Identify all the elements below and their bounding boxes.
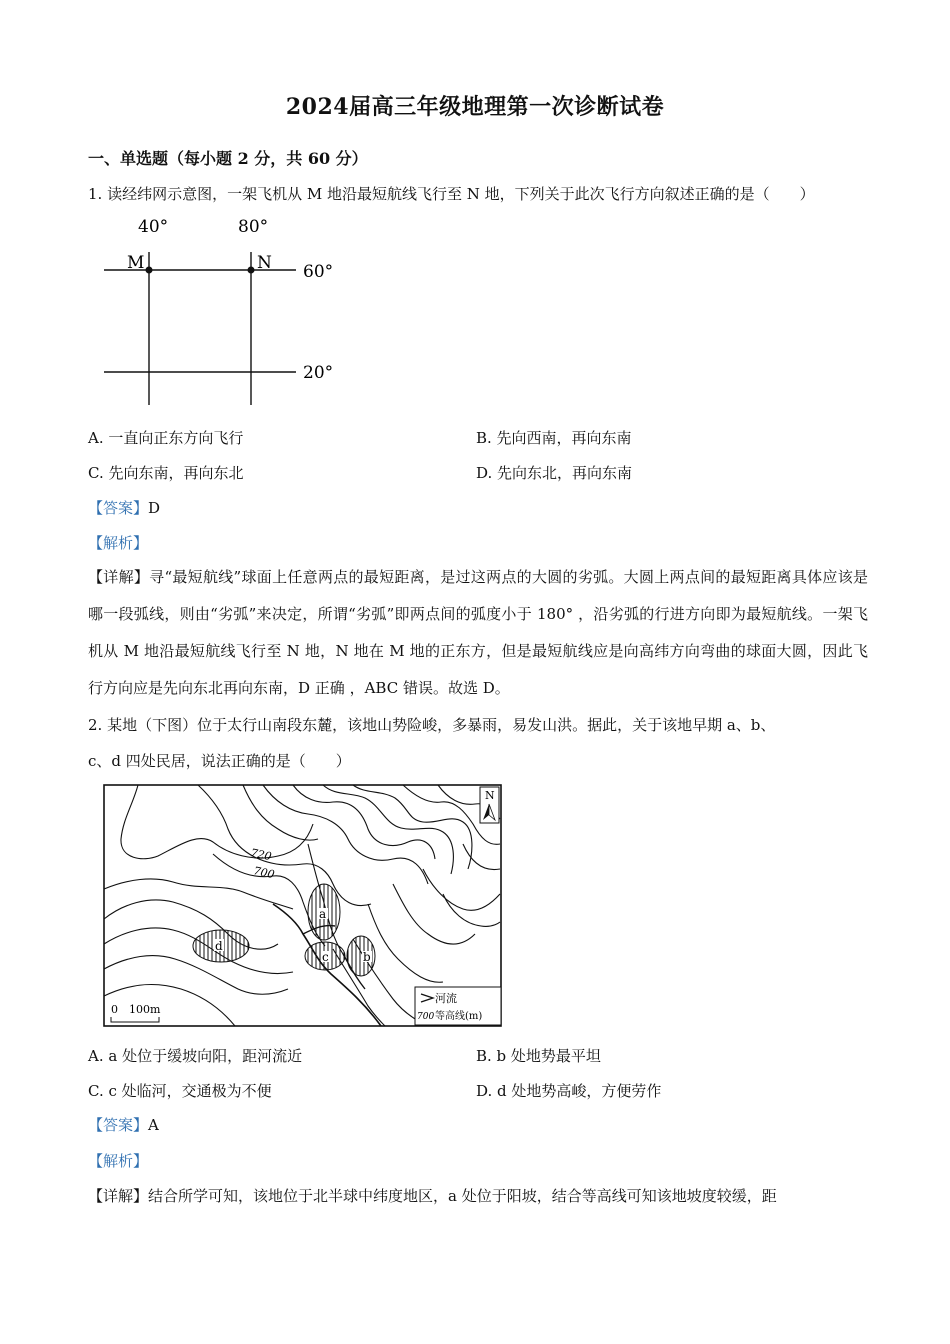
q1-option-d: D. 先向东北，再向东南 xyxy=(476,464,633,482)
contour-720-label: 720 xyxy=(249,846,273,864)
q2-option-a: A. a 处位于缓坡向阳，距河流近 xyxy=(88,1047,303,1065)
site-c-label: c xyxy=(322,950,329,964)
q1-stem: 1. 读经纬网示意图，一架飞机从 M 地沿最短航线飞行至 N 地，下列关于此次飞行方向叙述正确的是（ ） xyxy=(88,185,815,203)
q1-answer-value: D xyxy=(148,499,161,517)
q2-answer-tag: 【答案】 xyxy=(88,1116,149,1134)
q2-stem-line2: c、d 四处民居，说法正确的是（ ） xyxy=(88,752,351,770)
legend-river-label: 河流 xyxy=(435,992,457,1005)
q2-answer-value: A xyxy=(148,1116,159,1134)
site-d-label: d xyxy=(215,939,223,953)
contour-700-label: 700 xyxy=(252,864,276,882)
legend-contour-label: 等高线(m) xyxy=(435,1011,483,1022)
point-m-label: M xyxy=(127,253,145,273)
q1-detail xyxy=(88,559,868,707)
page-title: 2024届高三年级地理第一次诊断试卷 xyxy=(285,94,665,120)
q2-option-b: B. b 处地势最平坦 xyxy=(476,1047,601,1065)
lon-40-label: 40° xyxy=(138,217,169,237)
north-label: N xyxy=(485,789,495,802)
site-a-label: a xyxy=(319,907,327,921)
q2-answer xyxy=(88,1115,159,1135)
point-n-dot xyxy=(248,267,255,274)
lat-20-label: 20° xyxy=(303,363,334,383)
scale-zero-label: 0 xyxy=(111,1003,118,1016)
site-b-label: b xyxy=(363,950,371,964)
q2-option-c: C. c 处临河，交通极为不便 xyxy=(88,1082,272,1100)
q1-analysis-tag xyxy=(88,533,148,553)
lat-60-label: 60° xyxy=(303,262,334,282)
q1-option-a: A. 一直向正东方向飞行 xyxy=(88,429,244,447)
q2-detail-tag: 【详解】 xyxy=(88,1187,149,1205)
q1-option-b: B. 先向西南，再向东南 xyxy=(476,429,632,447)
q2-analysis-label: 【解析】 xyxy=(88,1152,149,1170)
q2-detail xyxy=(88,1186,777,1206)
q2-analysis-tag xyxy=(88,1151,148,1171)
lon-80-label: 80° xyxy=(238,217,269,237)
q1-detail-text: 寻“最短航线”球面上任意两点的最短距离，是过这两点的大圆的劣弧。大圆上两点间的最短距离具体应该是哪一段弧线，则由“劣弧”来决定，所谓“劣弧”即两点间的弧度小于 180° ，沿劣弧的行进方向即为最短航线。一架飞机从 M 地沿最短航线飞行至 N 地，N 地在 M 地的正东方，但是最短航线应是向高纬方向弯曲的球面大圆，因此飞行方向应是先向东北再向东南，D 正确 ，ABC 错误。故选 D。 xyxy=(88,568,868,697)
section-heading: 一、单选题（每小题 2 分，共 60 分） xyxy=(88,149,368,168)
q1-option-c: C. 先向东南，再向东北 xyxy=(88,464,244,482)
q1-analysis-label: 【解析】 xyxy=(88,534,149,552)
graticule-figure xyxy=(100,210,350,410)
q2-option-d: D. d 处地势高峻，方便劳作 xyxy=(476,1082,662,1100)
point-n-label: N xyxy=(257,253,272,273)
point-m-dot xyxy=(146,267,153,274)
q2-detail-text: 结合所学可知，该地位于北半球中纬度地区，a 处位于阳坡，结合等高线可知该地坡度较缓，距 xyxy=(148,1187,777,1205)
q1-answer xyxy=(88,498,160,518)
legend-contour-value: 700 xyxy=(417,1012,435,1022)
contour-map xyxy=(103,784,503,1028)
q2-stem-line1: 2. 某地（下图）位于太行山南段东麓，该地山势险峻，多暴雨，易发山洪。据此，关于该地早期 a、b、 xyxy=(88,716,776,734)
q1-answer-tag: 【答案】 xyxy=(88,499,149,517)
scale-length-label: 100m xyxy=(129,1003,161,1016)
q1-detail-tag: 【详解】 xyxy=(88,568,150,586)
